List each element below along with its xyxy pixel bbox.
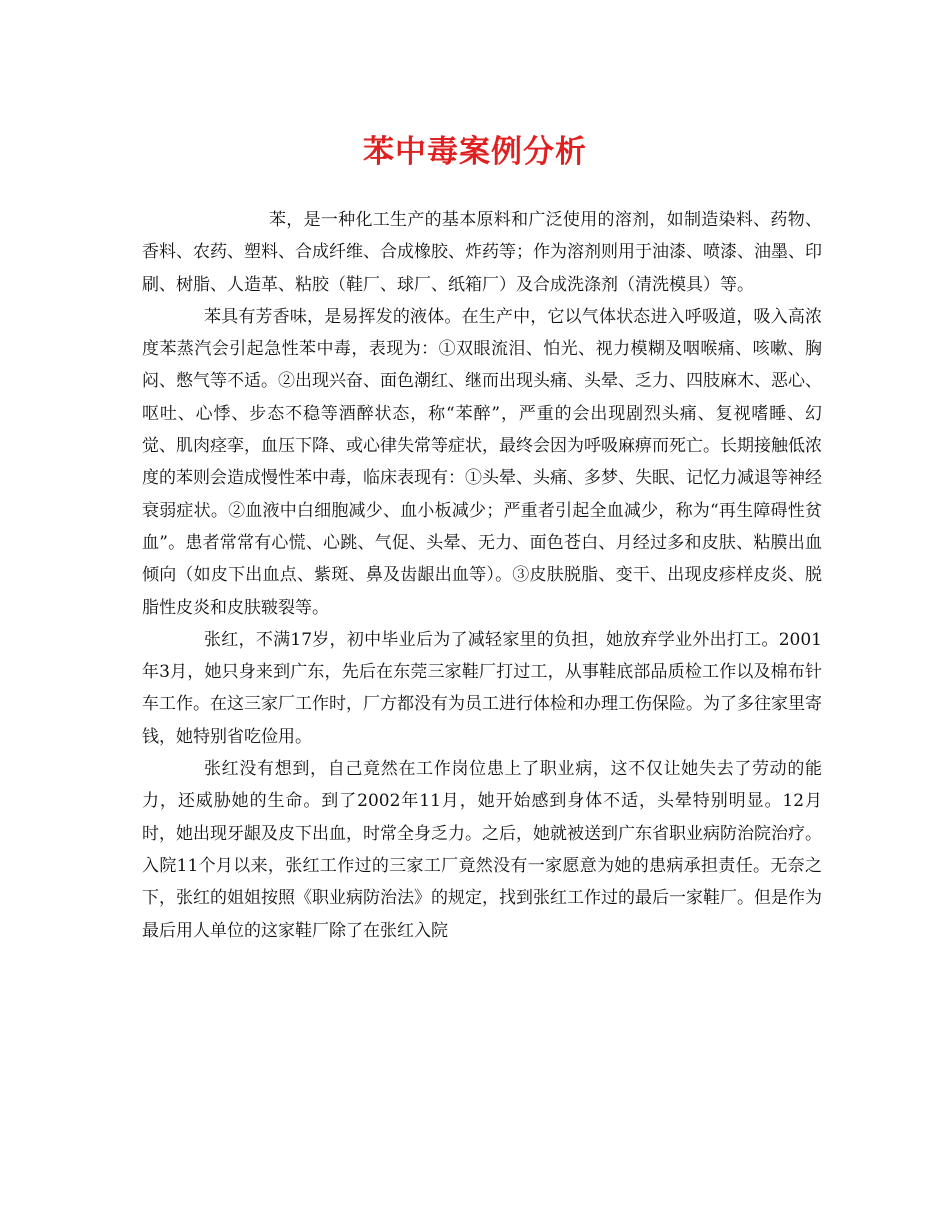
document-body bbox=[142, 204, 822, 947]
paragraph-intro: 苯，是一种化工生产的基本原料和广泛使用的溶剂，如制造染料、药物、香料、农药、塑料、合成纤维、合成橡胶、炸药等；作为溶剂则用于油漆、喷漆、油墨、印刷、树脂、人造革、粘胶（鞋厂、球厂、纸箱厂）及合成洗涤剂（清洗模具）等。 bbox=[142, 210, 822, 295]
document-title: 苯中毒案例分析 bbox=[363, 134, 587, 170]
paragraph-case-illness: 张红没有想到，自己竟然在工作岗位患上了职业病，这不仅让她失去了劳动的能力，还威胁她的生命。到了2002年11月，她开始感到身体不适，头晕特别明显。12月时，她出现牙龈及皮下出血，时常全身乏力。之后，她就被送到广东省职业病防治院治疗。入院11个月以来，张红工作过的三家工厂竟然没有一家愿意为她的患病承担责任。无奈之下，张红的姐姐按照《职业病防治法》的规定，找到张红工作过的最后一家鞋厂。但是作为最后用人单位的这家鞋厂除了在张红入院 bbox=[142, 759, 822, 941]
paragraph-case-background: 张红，不满17岁，初中毕业后为了减轻家里的负担，她放弃学业外出打工。2001年3月，她只身来到广东，先后在东莞三家鞋厂打过工，从事鞋底部品质检工作以及棉布针车工作。在这三家厂工作时，厂方都没有为员工进行体检和办理工伤保险。为了多往家里寄钱，她特别省吃俭用。 bbox=[142, 629, 822, 747]
paragraph-symptoms: 苯具有芳香味，是易挥发的液体。在生产中，它以气体状态进入呼吸道，吸入高浓度苯蒸汽会引起急性苯中毒，表现为：①双眼流泪、怕光、视力模糊及咽喉痛、咳嗽、胸闷、憋气等不适。②出现兴奋、面色潮红、继而出现头痛、头晕、乏力、四肢麻木、恶心、呕吐、心悸、步态不稳等酒醉状态，称“苯醉”，严重的会出现剧烈头痛、复视嗜睡、幻觉、肌肉痉挛，血压下降、或心律失常等症状，最终会因为呼吸麻痹而死亡。长期接触低浓度的苯则会造成慢性苯中毒，临床表现有：①头晕、头痛、多梦、失眠、记忆力减退等神经衰弱症状。②血液中白细胞减少、血小板减少；严重者引起全血减少，称为“再生障碍性贫血”。患者常常有心慌、心跳、气促、头晕、无力、面色苍白、月经过多和皮肤、粘膜出血倾向（如皮下出血点、紫斑、鼻及齿龈出血等）。③皮肤脱脂、变干、出现皮疹样皮炎、脱脂性皮炎和皮肤皲裂等。 bbox=[142, 306, 822, 618]
